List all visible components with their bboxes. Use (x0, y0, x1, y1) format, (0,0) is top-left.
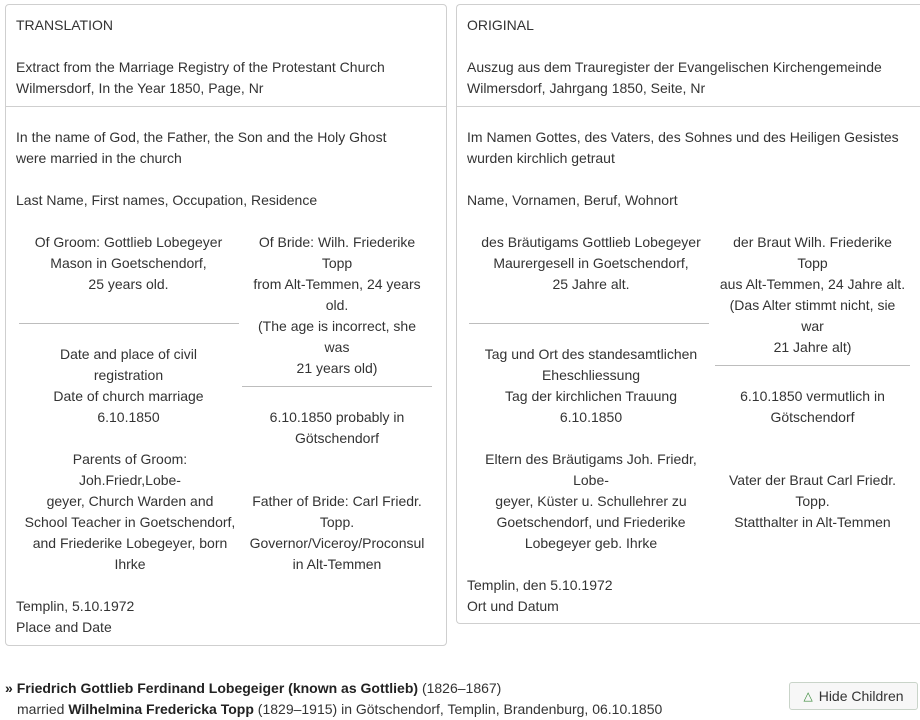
registration-value-line: Götschendorf (770, 409, 855, 425)
original-heading: ORIGINAL (467, 17, 534, 33)
parents-groom-line: Goetschendorf, und Friederike (496, 514, 686, 530)
father-bride-line: Governor/Viceroy/Proconsul (249, 535, 425, 551)
bride-line: old. (325, 297, 349, 313)
translation-registration-cell (16, 344, 241, 428)
original-body (467, 127, 899, 169)
parents-groom-line: Parents of Groom: (72, 451, 188, 467)
father-bride-line: in Alt-Temmen (292, 556, 382, 572)
original-fields: Name, Vornamen, Beruf, Wohnort (467, 192, 678, 208)
lineage-marker: » (5, 680, 13, 696)
registration-value-line: 6.10.1850 vermutlich in (740, 388, 885, 404)
family-lineage (5, 678, 785, 720)
cell-divider (469, 323, 709, 324)
translation-body-line2: were married in the church (16, 150, 182, 166)
registration-line: Tag der kirchlichen Trauung (505, 388, 677, 404)
parents-groom-line: Lobegeyer geb. Ihrke (524, 535, 658, 551)
translation-parents-groom-cell (14, 449, 246, 575)
groom-line: des Bräutigams Gottlieb Lobegeyer (481, 234, 701, 250)
registration-line: registration (93, 367, 164, 383)
translation-panel (5, 4, 447, 646)
translation-intro (16, 57, 385, 99)
married-word: married (17, 701, 65, 717)
triangle-up-icon: △ (803, 689, 813, 703)
bride-line: from Alt-Temmen, 24 years (253, 276, 421, 292)
divider (457, 106, 920, 107)
parents-groom-line: Lobe- (573, 472, 609, 488)
spouse-dates: (1829–1915) (257, 701, 338, 717)
translation-groom-cell (16, 232, 241, 295)
bride-line: Topp (321, 255, 353, 271)
translation-father-bride-cell (242, 491, 432, 575)
bride-line: (Das Alter stimmt nicht, sie (729, 297, 896, 313)
original-body-line2: wurden kirchlich getraut (467, 150, 615, 166)
original-parents-groom-cell (467, 449, 715, 554)
divider (6, 106, 446, 107)
bride-line: 21 years old) (296, 360, 378, 376)
parents-groom-line: geyer, Küster u. Schullehrer zu (495, 493, 687, 509)
translation-footer (16, 596, 134, 638)
registration-line: Date of church marriage (53, 388, 204, 404)
groom-line: Mason in Goetschendorf, (50, 255, 207, 271)
original-registration-cell (467, 344, 715, 428)
person-dates: (1826–1867) (421, 680, 502, 696)
hide-children-button[interactable] (789, 682, 918, 710)
parents-groom-line: Ihrke (114, 556, 146, 572)
original-intro-line2: Wilmersdorf, Jahrgang 1850, Seite, Nr (467, 80, 706, 96)
parents-groom-line: Eltern des Bräutigams Joh. Friedr, (485, 451, 697, 467)
registration-line: Date and place of civil (60, 346, 197, 362)
father-bride-line: Vater der Braut Carl Friedr. (728, 472, 897, 488)
footer-line: Place and Date (16, 619, 112, 635)
original-body-line1: Im Namen Gottes, des Vaters, des Sohnes und des Heiligen Gesistes (467, 129, 899, 145)
original-footer (467, 575, 613, 617)
translation-fields: Last Name, First names, Occupation, Residence (16, 192, 318, 208)
footer-line: Templin, den 5.10.1972 (467, 577, 613, 593)
footer-line: Templin, 5.10.1972 (16, 598, 135, 614)
bride-line: was (324, 339, 350, 355)
registration-value-line: Götschendorf (294, 430, 380, 446)
parents-groom-line: Joh.Friedr,Lobe- (79, 472, 181, 488)
father-bride-line: Father of Bride: Carl Friedr. (252, 493, 422, 509)
translation-bride-cell (242, 232, 432, 379)
registration-line: Eheschliessung (541, 367, 641, 383)
original-father-bride-cell (715, 470, 910, 533)
lineage-line1 (5, 678, 785, 699)
parents-groom-line: School Teacher in Goetschendorf, (24, 514, 236, 530)
father-bride-line: Topp. (795, 493, 830, 509)
groom-line: Of Groom: Gottlieb Lobegeyer (34, 234, 223, 250)
groom-line: Maurergesell in Goetschendorf, (493, 255, 689, 271)
cell-divider (715, 365, 910, 366)
father-bride-line: Topp. (319, 514, 355, 530)
translation-intro-line1: Extract from the Marriage Registry of the Protestant Church (16, 59, 385, 75)
bride-line: aus Alt-Temmen, 24 Jahre alt. (719, 276, 906, 292)
bride-line: Of Bride: Wilh. Friederike (258, 234, 416, 250)
bride-line: (The age is incorrect, she (258, 318, 416, 334)
bride-line: 21 Jahre alt) (773, 339, 852, 355)
bride-line: Topp (797, 255, 828, 271)
original-registration-value-cell (715, 386, 910, 428)
original-intro (467, 57, 882, 99)
groom-line: 25 years old. (88, 276, 169, 292)
lineage-line2 (5, 699, 785, 720)
original-panel (456, 4, 920, 624)
hide-children-label: Hide Children (818, 688, 904, 704)
cell-divider (242, 386, 432, 387)
bride-line: war (801, 318, 824, 334)
translation-body-line1: In the name of God, the Father, the Son and the Holy Ghost (16, 129, 387, 145)
parents-groom-line: and Friederike Lobegeyer, born (32, 535, 228, 551)
registration-line: 6.10.1850 (97, 409, 160, 425)
registration-value-line: 6.10.1850 probably in (269, 409, 405, 425)
father-bride-line: Statthalter in Alt-Temmen (734, 514, 891, 530)
marriage-place-date: in Götschendorf, Templin, Brandenburg, 06.10.1850 (341, 701, 663, 717)
translation-body (16, 127, 386, 169)
registration-line: 6.10.1850 (559, 409, 623, 425)
footer-line: Ort und Datum (467, 598, 559, 614)
parents-groom-line: geyer, Church Warden and (46, 493, 214, 509)
person-name-link[interactable]: Friedrich Gottlieb Ferdinand Lobegeiger (known as Gottlieb) (16, 680, 419, 696)
registration-line: Tag und Ort des standesamtlichen (484, 346, 698, 362)
translation-heading: TRANSLATION (16, 17, 113, 33)
translation-registration-value-cell (242, 407, 432, 449)
original-groom-cell (467, 232, 715, 295)
original-intro-line1: Auszug aus dem Trauregister der Evangelischen Kirchengemeinde (467, 59, 882, 75)
original-bride-cell (715, 232, 910, 358)
translation-intro-line2: Wilmersdorf, In the Year 1850, Page, Nr (16, 80, 264, 96)
bride-line: der Braut Wilh. Friederike (733, 234, 892, 250)
spouse-name-link[interactable]: Wilhelmina Fredericka Topp (68, 701, 254, 717)
groom-line: 25 Jahre alt. (552, 276, 630, 292)
cell-divider (19, 323, 239, 324)
